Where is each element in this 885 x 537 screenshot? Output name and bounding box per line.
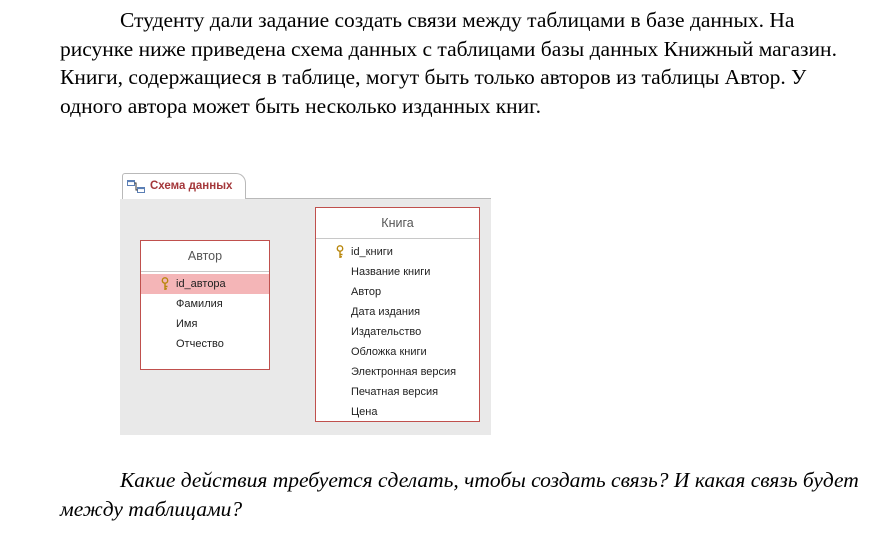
field-label: Фамилия [176, 298, 223, 310]
field-label: Отчество [176, 338, 224, 350]
key-icon [336, 245, 346, 259]
field-publish-date[interactable] [316, 302, 479, 322]
field-print[interactable] [316, 382, 479, 402]
field-label: Электронная версия [351, 366, 457, 378]
field-id-book[interactable] [316, 242, 479, 262]
field-last-name[interactable] [141, 294, 269, 314]
table-book[interactable] [315, 207, 480, 422]
tab-label: Схема данных [150, 180, 233, 192]
field-label: Обложка книги [351, 346, 427, 358]
field-label: Печатная версия [351, 386, 439, 398]
field-patronymic[interactable] [141, 334, 269, 354]
tab-divider [246, 198, 491, 199]
field-cover[interactable] [316, 342, 479, 362]
field-label: Имя [176, 318, 198, 330]
table-book-title[interactable]: Книга [316, 208, 479, 239]
field-id-author[interactable] [141, 274, 269, 294]
tab-bar [120, 170, 491, 199]
key-icon [161, 277, 171, 291]
relationships-window [120, 170, 491, 435]
field-label: Автор [351, 286, 382, 298]
field-label: Дата издания [351, 306, 421, 318]
relationships-icon [127, 180, 145, 193]
question-paragraph [60, 466, 868, 523]
field-price[interactable] [316, 402, 479, 422]
field-label: id_автора [176, 278, 226, 290]
tab-relationships[interactable] [122, 173, 246, 199]
task-paragraph-text: Студенту дали задание создать связи между таблицами в базе данных. На рисунке ниже приведена схема данных с таблицами базы данных Книжный магазин. Книги, содержащиеся в таблице, могут быть только авторов из таблицы Автор. У одного автора может быть несколько изданных книг. [60, 8, 837, 118]
field-label: Издательство [351, 326, 422, 338]
task-paragraph [60, 6, 868, 120]
field-book-author[interactable] [316, 282, 479, 302]
table-author-title[interactable]: Автор [141, 241, 269, 272]
field-label: id_книги [351, 246, 393, 258]
field-book-title[interactable] [316, 262, 479, 282]
field-ebook[interactable] [316, 362, 479, 382]
field-publisher[interactable] [316, 322, 479, 342]
field-label: Название книги [351, 266, 431, 278]
field-first-name[interactable] [141, 314, 269, 334]
table-author[interactable] [140, 240, 270, 370]
question-text: Какие действия требуется сделать, чтобы создать связь? И какая связь будет между таблицами? [60, 468, 859, 521]
field-label: Цена [351, 406, 378, 418]
